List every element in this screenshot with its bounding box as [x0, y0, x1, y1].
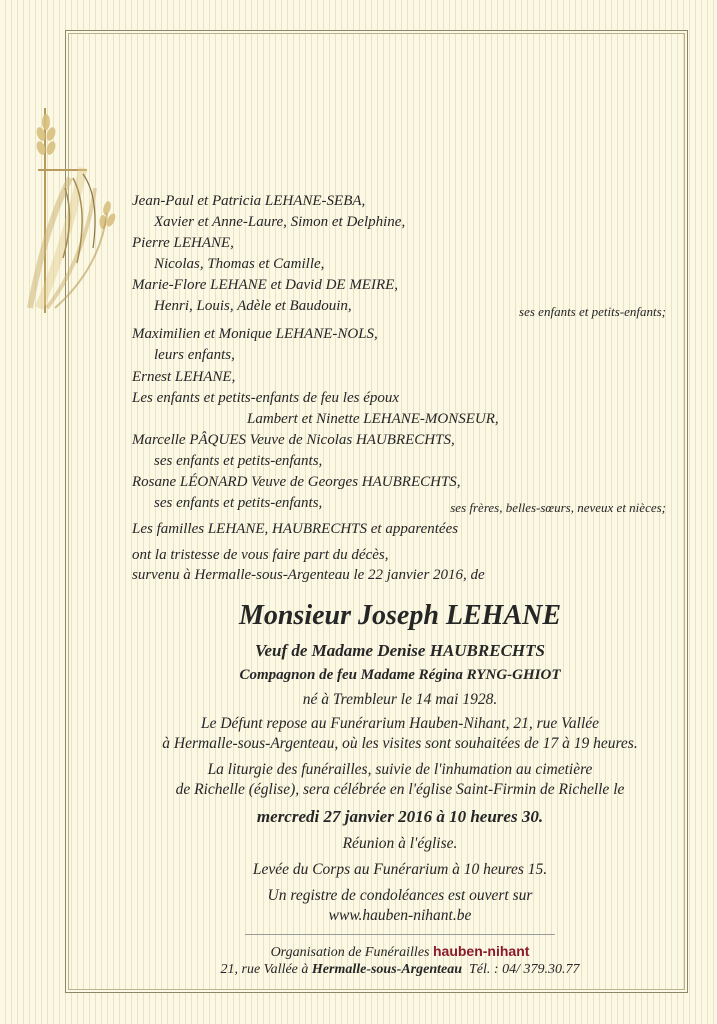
address-line [100, 961, 700, 979]
companion-line: Compagnon de feu Madame Régina RYNG-GHIOT [239, 667, 561, 683]
family-line: Pierre LEHANE, [132, 235, 234, 251]
widower-line: Veuf de Madame Denise HAUBRECHTS [255, 641, 545, 660]
register-line: Un registre de condoléances est ouvert sur [267, 887, 533, 904]
liturgy-line: de Richelle (église), sera célébrée en l'église Saint-Firmin de Richelle le [175, 781, 625, 798]
repose-line: à Hermalle-sous-Argenteau, où les visites sont souhaitées de 17 à 19 heures. [162, 735, 638, 752]
announcement-line: survenu à Hermalle-sous-Argenteau le 22 janvier 2016, de [132, 567, 485, 583]
footer-divider [245, 934, 555, 935]
relative-line: Lambert et Ninette LEHANE-MONSEUR, [247, 411, 499, 427]
relative-line: Ernest LEHANE, [132, 369, 236, 385]
register-url: www.hauben-nihant.be [328, 907, 472, 924]
cross-with-wheat-icon [25, 108, 125, 318]
relative-line: Les enfants et petits-enfants de feu les époux [132, 390, 400, 406]
family-line: Nicolas, Thomas et Camille, [154, 256, 325, 272]
brand-logo: hauben-nihant [432, 943, 530, 959]
relative-line: ses enfants et petits-enfants, [154, 453, 323, 469]
relative-line: Rosane LÉONARD Veuve de Georges HAUBRECHTS, [132, 474, 461, 490]
relative-line: Marcelle PÂQUES Veuve de Nicolas HAUBRECHTS, [132, 432, 455, 448]
levee-line: Levée du Corps au Funérarium à 10 heures 15. [252, 861, 548, 878]
repose-line: Le Défunt repose au Funérarium Hauben-Nihant, 21, rue Vallée [200, 715, 600, 732]
deceased-name: Monsieur Joseph LEHANE [238, 600, 562, 631]
organisation-line [100, 942, 700, 962]
relative-role: ses frères, belles-sœurs, neveux et nièces; [450, 500, 666, 515]
organisation-label: Organisation de Funérailles [270, 945, 430, 960]
family-line: Xavier et Anne-Laure, Simon et Delphine, [154, 214, 406, 230]
relative-line: Maximilien et Monique LEHANE-NOLS, [132, 326, 378, 342]
meeting-line: Réunion à l'église. [342, 835, 458, 852]
liturgy-line: La liturgie des funérailles, suivie de l'inhumation au cimetière [207, 761, 593, 778]
relative-line: ses enfants et petits-enfants, [154, 495, 323, 511]
phone-number: Tél. : 04/ 379.30.77 [469, 962, 580, 977]
family-line: Henri, Louis, Adèle et Baudouin, [154, 298, 352, 314]
families-line: Les familles LEHANE, HAUBRECHTS et apparentées [132, 521, 459, 537]
family-role: ses enfants et petits-enfants; [519, 304, 666, 319]
address-prefix: 21, rue Vallée à [220, 962, 309, 977]
family-line: Marie-Flore LEHANE et David DE MEIRE, [132, 277, 399, 293]
ceremony-date: mercredi 27 janvier 2016 à 10 heures 30. [256, 807, 544, 826]
announcement-line: ont la tristesse de vous faire part du décès, [132, 547, 389, 563]
relative-line: leurs enfants, [154, 347, 235, 363]
family-line: Jean-Paul et Patricia LEHANE-SEBA, [132, 193, 366, 209]
address-city: Hermalle-sous-Argenteau [311, 962, 463, 977]
birth-line: né à Trembleur le 14 mai 1928. [302, 691, 498, 708]
